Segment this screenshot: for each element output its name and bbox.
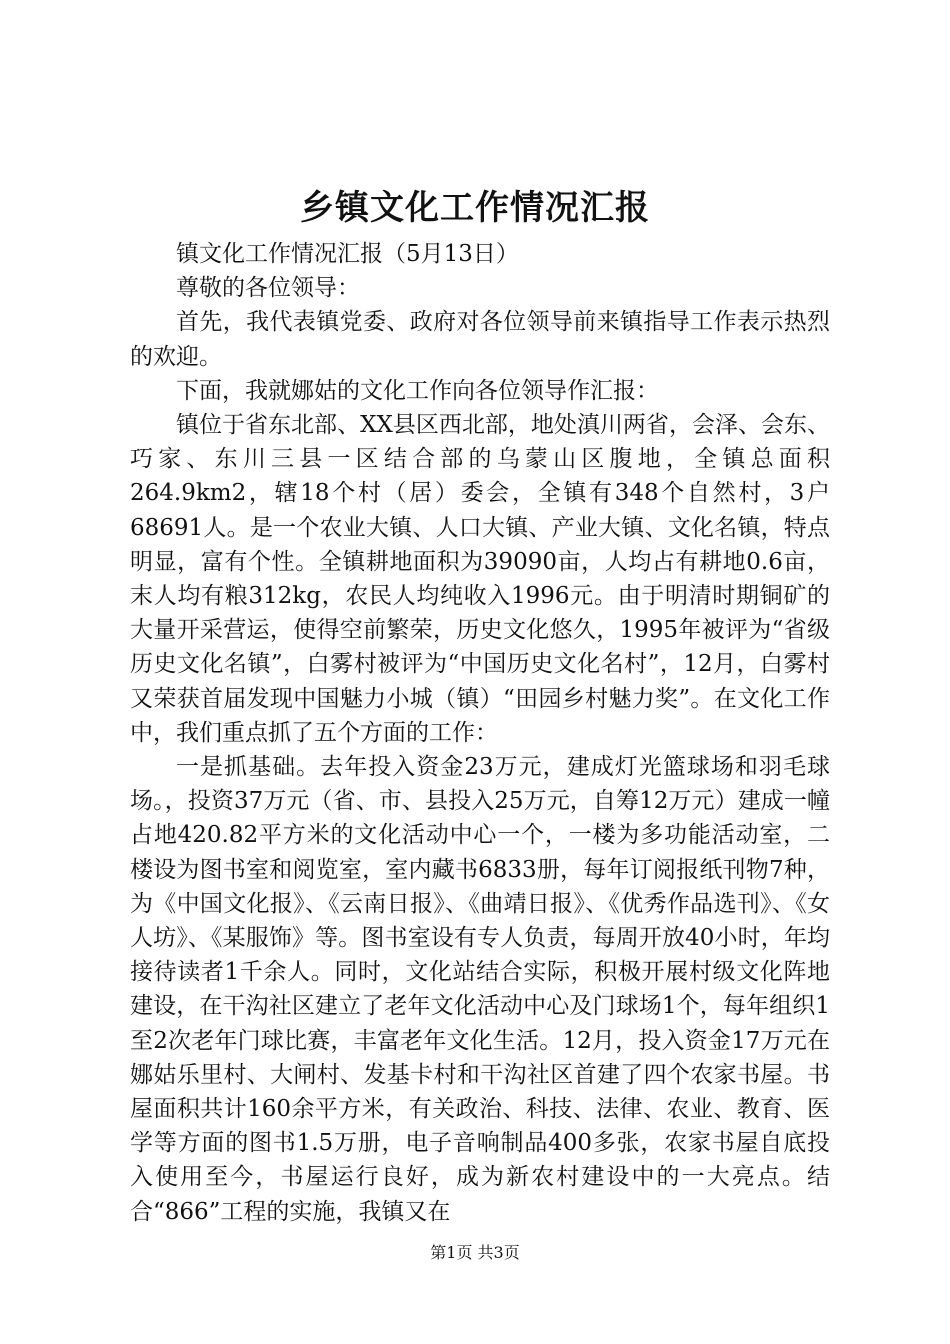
paragraph-intro: 下面，我就娜姑的文化工作向各位领导作汇报： [176, 377, 659, 404]
paragraph-infrastructure: 一是抓基础。去年投入资金23万元，建成灯光篮球场和羽毛球场。，投资37万元（省、市、县投入25万元，自筹12万元）建成一幢占地420.82平方米的文化活动中心一个，一楼为多功能活动室，二楼设为图书室和阅览室，室内藏书6833册，每年订阅报纸刊物7种，为《中国文化报》、《云南日报》、《曲靖日报》、《优秀作品选刊》、《女人坊》、《某服饰》等。图书室设有专人负责，每周开放40小时，年均接待读者1千余人。同时，文化站结合实际，积极开展村级文化阵地建设，在干沟社区建立了老年文化活动中心及门球场1个，每年组织1至2次老年门球比赛，丰富老年文化生活。12月，投入资金17万元在娜姑乐里村、大闸村、发基卡村和干沟社区首建了四个农家书屋。书屋面积共计160余平方米，有关政治、科技、法律、农业、教育、医学等方面的图书1.5万册，电子音响制品400多张，农家书屋自底投入使用至今，书屋运行良好，成为新农村建设中的一大亮点。结合“866”工程的实施，我镇又在 [130, 754, 830, 1225]
paragraph-welcome: 首先，我代表镇党委、政府对各位领导前来镇指导工作表示热烈的欢迎。 [130, 309, 830, 370]
paragraph-town-overview: 镇位于省东北部、XX县区西北部，地处滇川两省，会泽、会东、巧家、东川三县一区结合部的乌蒙山区腹地，全镇总面积264.9km2，辖18个村（居）委会，全镇有348个自然村，3户68691人。是一个农业大镇、人口大镇、产业大镇、文化名镇，特点明显，富有个性。全镇耕地面积为39090亩，人均占有耕地0.6亩，末人均有粮312kg，农民人均纯收入1996元。由于明清时期铜矿的大量开采营运，使得空前繁荣，历史文化悠久，1995年被评为“省级历史文化名镇”，白雾村被评为“中国历史文化名村”，12月，白雾村又荣获首届发现中国魅力小城（镇）“田园乡村魅力奖”。在文化工作中，我们重点抓了五个方面的工作： [130, 412, 830, 746]
paragraph-subtitle: 镇文化工作情况汇报（5月13日） [176, 241, 519, 267]
paragraph-salutation: 尊敬的各位领导： [176, 275, 360, 302]
document-title: 乡镇文化工作情况汇报 [300, 188, 650, 228]
document-body [130, 237, 830, 1229]
page-footer: 第1页 共3页 [430, 1243, 520, 1262]
